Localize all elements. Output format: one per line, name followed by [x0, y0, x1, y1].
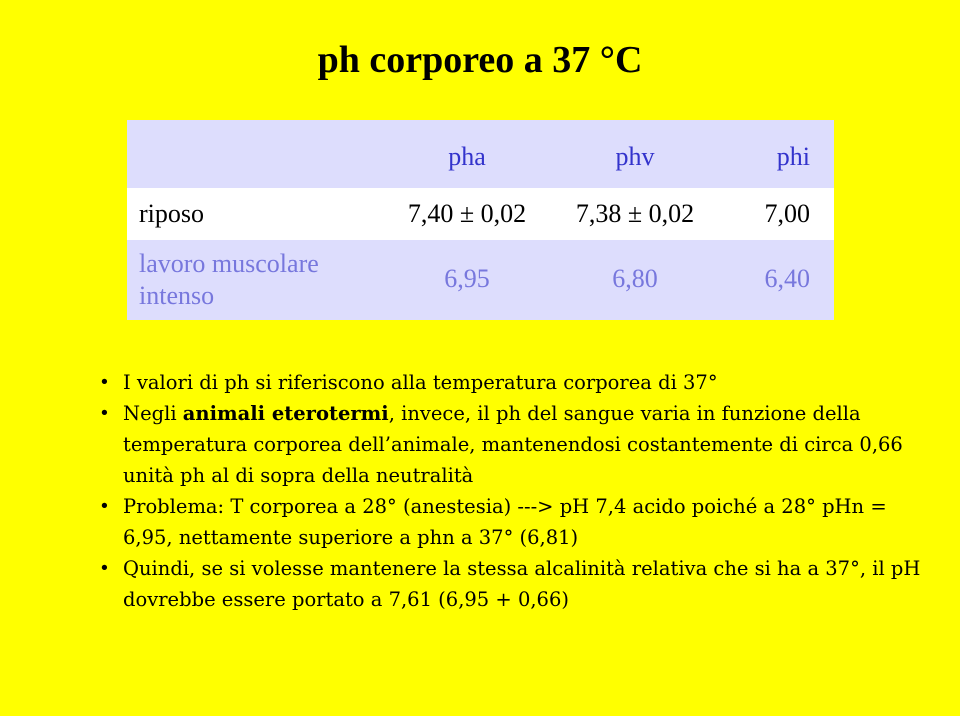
table-row-lavoro: [127, 240, 834, 320]
cell-phv: 6,80: [612, 264, 658, 293]
row-label: lavoro muscolare intenso: [139, 249, 319, 310]
bullet-text: Problema: T corporea a 28° (anestesia) ---> pH 7,4 acido poiché a 28° pHn = 6,95, nettamente superiore a phn a 37° (6,81): [123, 495, 887, 549]
bullet-list: [101, 367, 941, 615]
row-label: riposo: [139, 199, 204, 228]
cell-phi: 7,00: [764, 199, 810, 228]
bullet-dot-icon: •: [101, 495, 108, 517]
bullet-text-pre: Negli: [123, 402, 183, 425]
cell-pha: 7,40 ± 0,02: [407, 199, 527, 228]
bullet-item: [101, 398, 941, 491]
bullet-item: [101, 491, 941, 553]
bullet-dot-icon: •: [101, 402, 108, 424]
cell-phv: 7,38 ± 0,02: [575, 199, 695, 228]
bullet-text: Quindi, se si volesse mantenere la stessa alcalinità relativa che si ha a 37°, il pH dovrebbe essere portato a 7,61 (6,95 + 0,66): [123, 557, 921, 611]
bullet-text-bold: animali eterotermi: [182, 402, 389, 425]
column-header-phv: phv: [615, 142, 655, 171]
bullet-item: [101, 367, 941, 398]
page-title: ph corporeo a 37 °C: [317, 39, 643, 81]
bullet-text: I valori di ph si riferiscono alla temperatura corporea di 37°: [123, 371, 718, 394]
ph-table: [127, 120, 834, 320]
table-row-riposo: [127, 188, 834, 240]
bullet-dot-icon: •: [101, 557, 108, 579]
column-header-pha: pha: [448, 142, 486, 171]
cell-pha: 6,95: [444, 264, 490, 293]
cell-phi: 6,40: [764, 264, 810, 293]
table-header-row: [127, 120, 834, 188]
bullet-item: [101, 553, 941, 615]
bullet-text-post: , invece, il ph del sangue varia in funzione della temperatura corporea dell’animale, mantenendosi costantemente di circa 0,66 unità ph al di sopra della neutralità: [123, 402, 903, 487]
bullet-dot-icon: •: [101, 371, 108, 393]
column-header-phi: phi: [776, 142, 810, 171]
